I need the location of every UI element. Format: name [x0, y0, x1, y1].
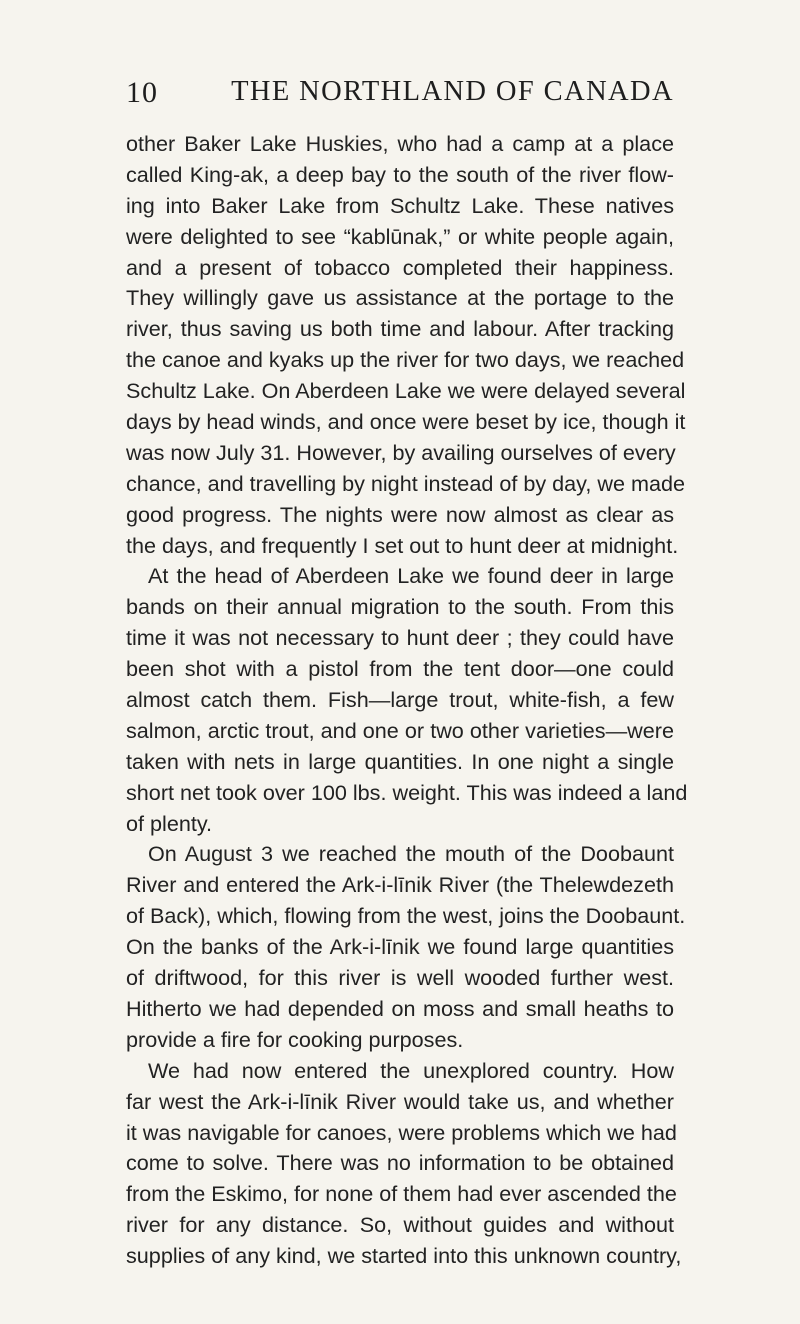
text-line: other Baker Lake Huskies, who had a camp at a place	[126, 131, 674, 156]
text-line: Schultz Lake. On Aberdeen Lake we were delayed several	[126, 378, 686, 404]
text-line: salmon, arctic trout, and one or two other varieties—were	[126, 717, 674, 743]
text-line: At the head of Aberdeen Lake we found deer in large	[148, 563, 674, 589]
text-line: bands on their annual migration to the south. From this	[126, 594, 674, 620]
text-line: almost catch them. Fish—large trout, white-fish, a few	[126, 687, 674, 713]
page-number: 10	[126, 76, 158, 109]
paragraph	[126, 839, 686, 1055]
text-line: were delighted to see “kablūnak,” or white people again,	[126, 223, 674, 249]
text-line: Hitherto we had depended on moss and small heaths to	[126, 995, 674, 1021]
text-line: days by head winds, and once were beset by ice, though it	[126, 409, 686, 435]
text-line: They willingly gave us assistance at the portage to the	[126, 285, 674, 311]
text-line: river, thus saving us both time and labour. After tracking	[126, 316, 674, 342]
body-text	[126, 129, 688, 1272]
text-line: called King-ak, a deep bay to the south of the river flow-	[126, 161, 674, 187]
text-line: time it was not necessary to hunt deer ; they could have	[126, 625, 674, 651]
paragraph	[126, 1056, 682, 1272]
page-header	[126, 76, 674, 116]
text-line: River and entered the Ark-i-līnik River (the Thelewdezeth	[126, 872, 674, 898]
text-line: come to solve. There was no information to be obtained	[126, 1150, 674, 1176]
text-line: river for any distance. So, without guides and without	[126, 1212, 674, 1238]
text-line: We had now entered the unexplored country. How	[148, 1057, 674, 1083]
text-line: was now July 31. However, by availing ourselves of every	[126, 439, 676, 465]
paragraph	[126, 129, 686, 561]
text-line: On the banks of the Ark-i-līnik we found large quantities	[126, 934, 674, 960]
text-line: and a present of tobacco completed their happiness.	[126, 254, 674, 280]
text-line: short net took over 100 lbs. weight. This was indeed a land	[126, 779, 688, 805]
text-line: of Back), which, flowing from the west, joins the Doobaunt.	[126, 903, 686, 929]
text-line: of driftwood, for this river is well wooded further west.	[126, 965, 674, 991]
text-line: from the Eskimo, for none of them had ever ascended the	[126, 1181, 677, 1207]
text-line: the days, and frequently I set out to hunt deer at midnight.	[126, 532, 679, 558]
text-line: of plenty.	[126, 810, 213, 836]
text-line: taken with nets in large quantities. In one night a single	[126, 748, 674, 774]
text-line: been shot with a pistol from the tent door—one could	[126, 656, 674, 682]
text-line: the canoe and kyaks up the river for two days, we reached	[126, 347, 685, 373]
text-line: provide a fire for cooking purposes.	[126, 1026, 464, 1052]
running-title: THE NORTHLAND OF CANADA	[231, 76, 674, 107]
text-line: chance, and travelling by night instead of by day, we made	[126, 470, 685, 496]
text-line: On August 3 we reached the mouth of the Doobaunt	[148, 841, 674, 867]
text-line: supplies of any kind, we started into this unknown country,	[126, 1243, 682, 1269]
text-line: good progress. The nights were now almost as clear as	[126, 501, 674, 527]
paragraph	[126, 561, 688, 839]
text-line: far west the Ark-i-līnik River would take us, and whether	[126, 1088, 674, 1114]
text-line: it was navigable for canoes, were problems which we had	[126, 1119, 677, 1145]
text-line: ing into Baker Lake from Schultz Lake. These natives	[126, 192, 674, 218]
